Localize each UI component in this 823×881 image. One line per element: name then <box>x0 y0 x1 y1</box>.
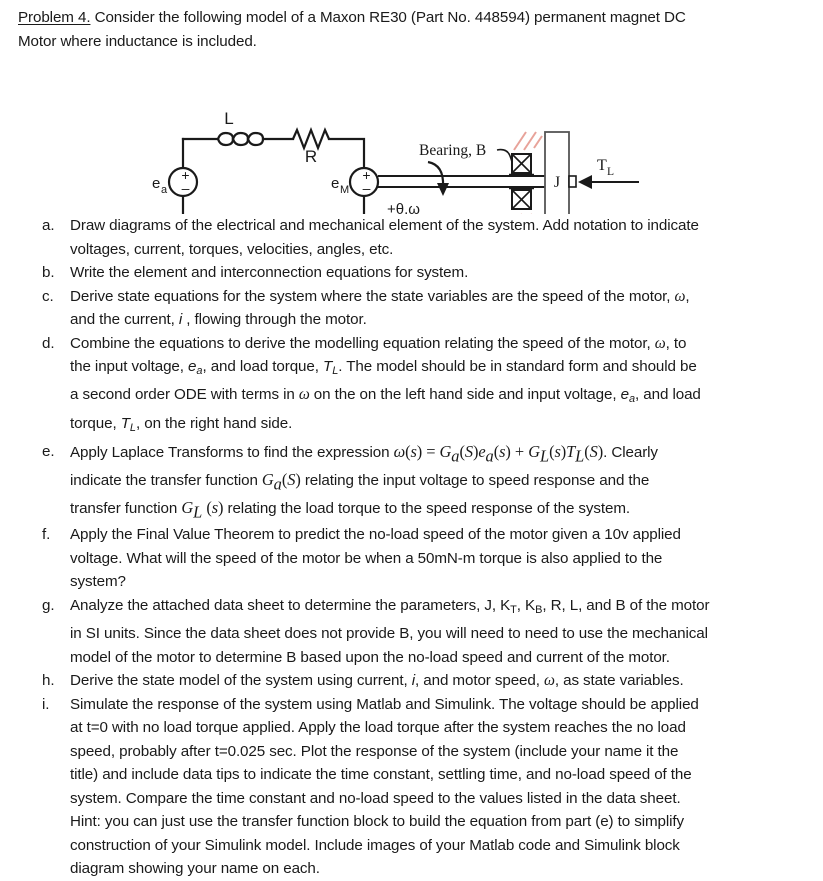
part-text-c-line-1: and the current, i , flowing through the motor. <box>70 311 367 328</box>
part-text-f-line-2: system? <box>70 573 126 591</box>
em-label-subscript: M <box>340 184 350 196</box>
part-text-i-line-3: title) and include data tips to indicate the time constant, settling time, and no-load speed of the <box>70 766 692 784</box>
bearing-leader-line <box>497 150 512 163</box>
part-text-f-line-1: voltage. What will the speed of the motor be when a 50mN-m torque is also applied to the <box>70 549 663 567</box>
wire-top-right <box>329 139 364 168</box>
part-text-d-line-0: Combine the equations to derive the modelling equation relating the speed of the motor, ω, to <box>70 334 687 352</box>
part-text-a-line-1: voltages, current, torques, velocities, angles, etc. <box>70 240 394 258</box>
part-item-a <box>18 214 801 261</box>
part-marker-e: e. <box>42 443 55 461</box>
part-text-c-line-0: Derive state equations for the system where the state variables are the speed of the motor, ω, <box>70 287 690 305</box>
resistor-zigzag <box>293 130 329 148</box>
part-text-d-line-3: torque, $T_L$, on the right hand side. <box>70 414 293 434</box>
part-item-i <box>18 693 801 881</box>
part-marker-d: d. <box>42 334 55 352</box>
part-text-e-line-2: transfer function GL (s) relating the load torque to the speed response of the system. <box>70 497 631 521</box>
part-text-b-line-0: Write the element and interconnection equations for system. <box>70 264 469 281</box>
part-text-i-line-1: at t=0 with no load torque applied. Apply the load torque after the system reaches the no load <box>70 719 686 737</box>
part-item-g <box>18 594 801 669</box>
inertia-block <box>545 132 569 214</box>
part-text-g-line-2: model of the motor to determine B based upon the no-load speed and current of the motor. <box>70 648 670 666</box>
part-text-a-line-0: Draw diagrams of the electrical and mechanical element of the system. Add notation to indicate <box>70 217 699 234</box>
part-item-c <box>18 285 801 332</box>
part-marker-i: i. <box>42 695 50 713</box>
em-plus-sign: + <box>362 167 371 183</box>
part-marker-b: b. <box>42 264 55 281</box>
load-torque-label-subscript: L <box>607 166 615 178</box>
part-item-e <box>18 440 801 523</box>
part-item-h <box>18 669 801 693</box>
part-text-g-line-0: Analyze the attached data sheet to determine the parameters, J, $K_T$, $K_B$, R, L, and B of the motor <box>70 596 710 616</box>
part-text-i-line-6: construction of your Simulink model. Include images of your Matlab code and Simulink block <box>70 836 680 854</box>
rotation-arrow <box>428 162 449 196</box>
part-text-f-line-0: Apply the Final Value Theorem to predict the no-load speed of the motor given a 10v applied <box>70 526 681 544</box>
part-item-f <box>18 523 801 594</box>
motor-circuit-figure <box>0 54 823 214</box>
part-marker-g: g. <box>42 596 55 614</box>
inductor-coil-1 <box>218 133 233 145</box>
part-text-i-line-2: speed, probably after t=0.025 sec. Plot the response of the system (include your name it the <box>70 742 679 760</box>
part-text-i-line-4: system. Compare the time constant and no-load speed to the values listed in the data sheet. <box>70 789 681 807</box>
problem-intro-line1: Consider the following model of a Maxon RE30 (Part No. 448594) permanent magnet DC <box>94 9 686 26</box>
ea-plus-sign: + <box>181 167 190 183</box>
shaft-stub <box>569 176 576 187</box>
part-item-b <box>18 261 801 285</box>
part-marker-c: c. <box>42 287 54 305</box>
inertia-label: J <box>553 174 561 191</box>
inductor-label: L <box>224 109 234 128</box>
ea-label: e <box>152 175 161 192</box>
circuit-svg <box>0 54 823 214</box>
bearing-upper <box>509 154 534 175</box>
part-marker-f: f. <box>42 526 51 544</box>
part-text-d-line-2: a second order ODE with terms in ω on the on the left hand side and input voltage, $e_a$, and load <box>70 386 701 406</box>
ea-label-subscript: a <box>161 184 168 196</box>
part-text-g-line-1: in SI units. Since the data sheet does not provide B, you will need to need to use the mechanical <box>70 625 708 643</box>
em-minus-sign: – <box>362 180 371 196</box>
part-marker-a: a. <box>42 217 55 234</box>
problem-intro-line2: Motor where inductance is included. <box>18 33 257 50</box>
rotation-label: +θ,ω <box>387 201 420 214</box>
inductor-coil-2 <box>233 133 248 145</box>
part-marker-h: h. <box>42 672 55 690</box>
inductor-coil-3 <box>248 133 263 145</box>
part-text-e-line-0: Apply Laplace Transforms to find the expression ω(s) = Ga(S)ea(s) + GL(s)TL(S). Clearly <box>70 442 658 466</box>
part-text-i-line-5: Hint: you can just use the transfer function block to build the equation from part (e) to simplify <box>70 813 685 831</box>
bearing-label: Bearing, B <box>419 142 487 159</box>
part-text-d-line-1: the input voltage, $e_a$, and load torque, $T_L$. The model should be in standard form and should be <box>70 358 697 377</box>
problem-parts-list <box>18 214 801 881</box>
problem-label: Problem 4. <box>18 9 91 26</box>
bearing-lower <box>509 188 534 209</box>
part-text-h-line-0: Derive the state model of the system using current, i, and motor speed, ω, as state variables. <box>70 672 684 690</box>
problem-intro <box>18 6 801 54</box>
part-text-i-line-0: Simulate the response of the system using Matlab and Simulink. The voltage should be applied <box>70 695 699 713</box>
load-torque-label: T <box>597 157 607 174</box>
resistor-label: R <box>304 147 318 166</box>
em-label: e <box>331 175 340 192</box>
part-text-e-line-1: indicate the transfer function Ga(S) relating the input voltage to speed response and the <box>70 469 650 494</box>
part-text-i-line-7: diagram showing your name on each. <box>70 860 320 878</box>
ea-minus-sign: – <box>181 180 190 196</box>
part-item-d <box>18 332 801 441</box>
wire-bottom <box>183 196 364 214</box>
